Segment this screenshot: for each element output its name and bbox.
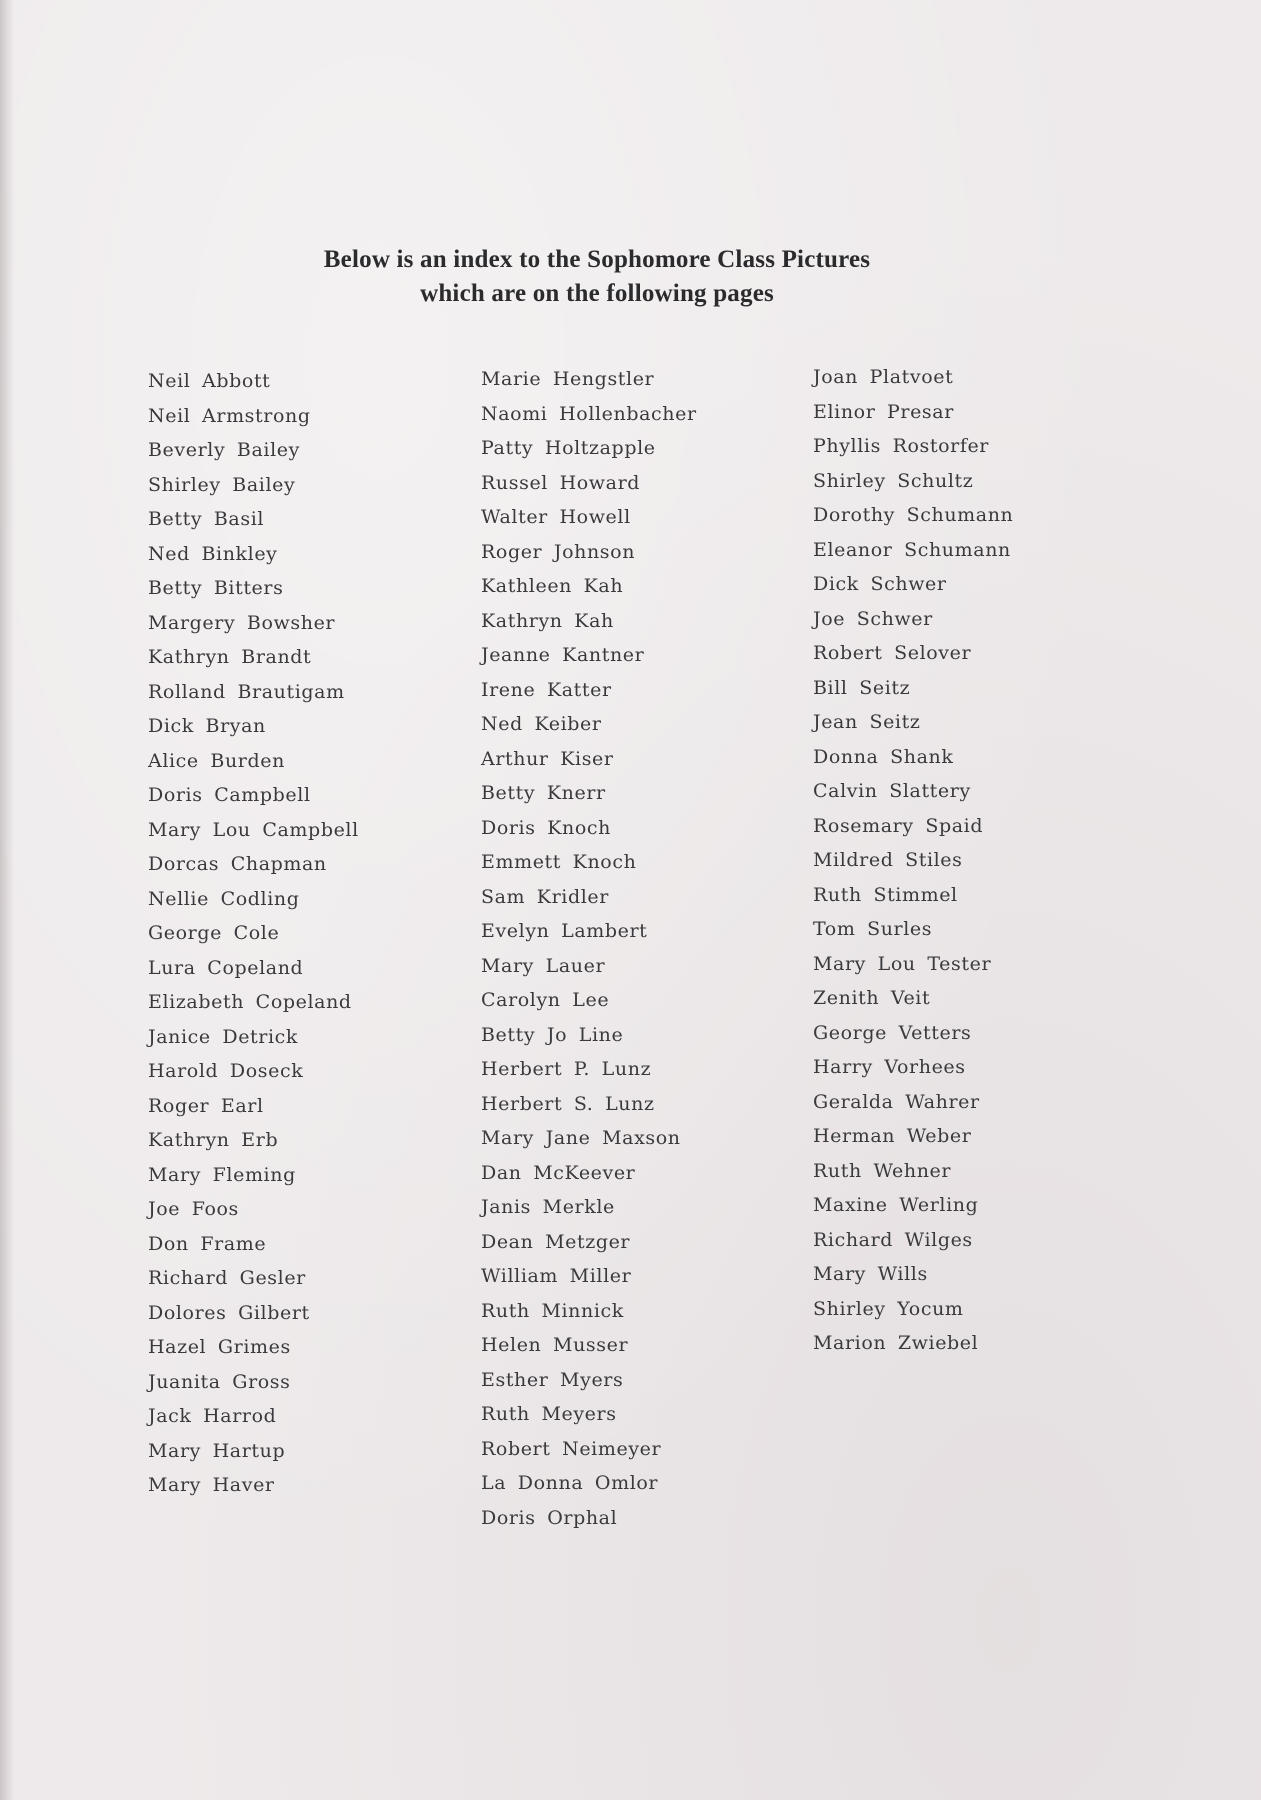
student-name: George Cole: [148, 922, 280, 944]
student-name: Herbert P. Lunz: [481, 1058, 652, 1080]
student-name: La Donna Omlor: [481, 1472, 659, 1494]
student-name: Jeanne Kantner: [481, 644, 645, 666]
student-name: Shirley Yocum: [813, 1297, 964, 1320]
student-name: Elinor Presar: [813, 400, 954, 423]
name-column-3: [813, 360, 1013, 1361]
name-column-1: [148, 364, 359, 1503]
student-name: Evelyn Lambert: [481, 920, 648, 942]
student-name: Mary Fleming: [148, 1163, 296, 1186]
student-name: Bill Seitz: [813, 676, 911, 699]
student-name: Dick Bryan: [148, 715, 266, 737]
student-name: Kathleen Kah: [481, 575, 624, 597]
student-name: Rolland Brautigam: [148, 680, 345, 703]
student-name: Herman Weber: [813, 1125, 972, 1147]
student-name: Sam Kridler: [481, 885, 609, 908]
student-name: Patty Holtzapple: [481, 437, 656, 459]
student-name: Harold Doseck: [148, 1060, 304, 1082]
student-name: Robert Neimeyer: [481, 1437, 662, 1460]
student-name: Elizabeth Copeland: [148, 991, 352, 1013]
student-name: Ned Keiber: [481, 713, 602, 735]
student-name: William Miller: [481, 1265, 632, 1287]
student-name: Dorothy Schumann: [813, 504, 1014, 526]
student-name: Mary Hartup: [148, 1439, 286, 1462]
student-name: Marie Hengstler: [481, 368, 655, 390]
student-name: Richard Gesler: [148, 1267, 306, 1289]
student-name: Joe Foos: [148, 1198, 239, 1220]
heading-line-1: Below is an index to the Sophomore Class Pictures: [323, 246, 871, 273]
student-name: Mildred Stiles: [813, 849, 963, 871]
student-name: Richard Wilges: [813, 1228, 973, 1251]
student-name: Doris Knoch: [481, 816, 611, 839]
student-name: Ruth Stimmel: [813, 883, 958, 906]
student-name: Phyllis Rostorfer: [813, 435, 989, 457]
student-name: Joan Platvoet: [813, 366, 954, 388]
student-name: Mary Haver: [148, 1474, 275, 1496]
student-name: Mary Wills: [813, 1263, 928, 1285]
student-name: Dan McKeever: [481, 1161, 636, 1184]
student-name: Don Frame: [148, 1232, 267, 1255]
student-name: Lura Copeland: [148, 956, 304, 979]
student-name: Janice Detrick: [148, 1025, 299, 1048]
student-name: Joe Schwer: [813, 607, 933, 630]
student-name: Kathryn Brandt: [148, 646, 312, 668]
student-name: Betty Basil: [148, 508, 265, 530]
name-column-2: [481, 362, 697, 1535]
student-name: Alice Burden: [148, 749, 285, 772]
student-name: Betty Jo Line: [481, 1023, 624, 1046]
student-name: Eleanor Schumann: [813, 538, 1011, 561]
student-name: Donna Shank: [813, 745, 954, 768]
student-name: Neil Abbott: [148, 370, 271, 392]
student-name: Maxine Werling: [813, 1194, 979, 1216]
student-name: Dolores Gilbert: [148, 1301, 310, 1324]
student-name: Kathryn Erb: [148, 1129, 279, 1151]
student-name: Robert Selover: [813, 642, 972, 664]
index-heading: [0, 243, 1194, 311]
student-name: Margery Bowsher: [148, 611, 336, 634]
student-name: Mary Lou Campbell: [148, 818, 359, 841]
student-name: Emmett Knoch: [481, 851, 637, 873]
student-name: Dorcas Chapman: [148, 853, 327, 875]
student-name: Doris Orphal: [481, 1506, 618, 1529]
student-name: Ned Binkley: [148, 542, 278, 565]
student-name: Janis Merkle: [481, 1196, 615, 1218]
student-name: Dick Schwer: [813, 573, 947, 595]
student-name: Rosemary Spaid: [813, 814, 984, 837]
student-name: Betty Knerr: [481, 782, 606, 804]
student-name: Roger Earl: [148, 1094, 264, 1117]
student-name: Dean Metzger: [481, 1230, 631, 1253]
student-name: Kathryn Kah: [481, 609, 614, 632]
student-name: Geralda Wahrer: [813, 1090, 980, 1113]
student-name: Irene Katter: [481, 678, 612, 701]
student-name: Ruth Wehner: [813, 1159, 952, 1182]
student-name: Helen Musser: [481, 1334, 629, 1356]
student-name: Russel Howard: [481, 471, 641, 494]
student-name: Ruth Minnick: [481, 1299, 624, 1322]
student-name: Arthur Kiser: [481, 747, 614, 770]
student-name: Mary Lou Tester: [813, 952, 992, 975]
student-name: Mary Lauer: [481, 954, 606, 977]
student-name: Carolyn Lee: [481, 989, 610, 1011]
student-name: Mary Jane Maxson: [481, 1127, 681, 1149]
student-name: Beverly Bailey: [148, 439, 300, 461]
student-name: Betty Bitters: [148, 577, 284, 599]
student-name: Ruth Meyers: [481, 1403, 617, 1425]
student-name: Roger Johnson: [481, 540, 636, 563]
student-name: Zenith Veit: [813, 987, 931, 1009]
student-name: Hazel Grimes: [148, 1336, 291, 1358]
student-name: Shirley Schultz: [813, 469, 974, 492]
student-name: Naomi Hollenbacher: [481, 402, 697, 425]
student-name: Esther Myers: [481, 1368, 624, 1391]
heading-line-2: which are on the following pages: [420, 280, 774, 307]
student-name: Herbert S. Lunz: [481, 1092, 655, 1115]
student-name: George Vetters: [813, 1021, 972, 1044]
student-name: Walter Howell: [481, 506, 631, 528]
student-name: Jean Seitz: [813, 711, 921, 733]
student-name: Neil Armstrong: [148, 404, 311, 427]
student-name: Doris Campbell: [148, 784, 311, 806]
student-name: Juanita Gross: [148, 1370, 291, 1393]
student-name: Tom Surles: [813, 918, 933, 940]
student-name: Jack Harrod: [148, 1405, 277, 1427]
student-name: Marion Zwiebel: [813, 1332, 979, 1354]
student-name: Shirley Bailey: [148, 473, 296, 496]
student-name: Nellie Codling: [148, 887, 300, 910]
student-name: Harry Vorhees: [813, 1056, 966, 1078]
student-name: Calvin Slattery: [813, 780, 971, 802]
